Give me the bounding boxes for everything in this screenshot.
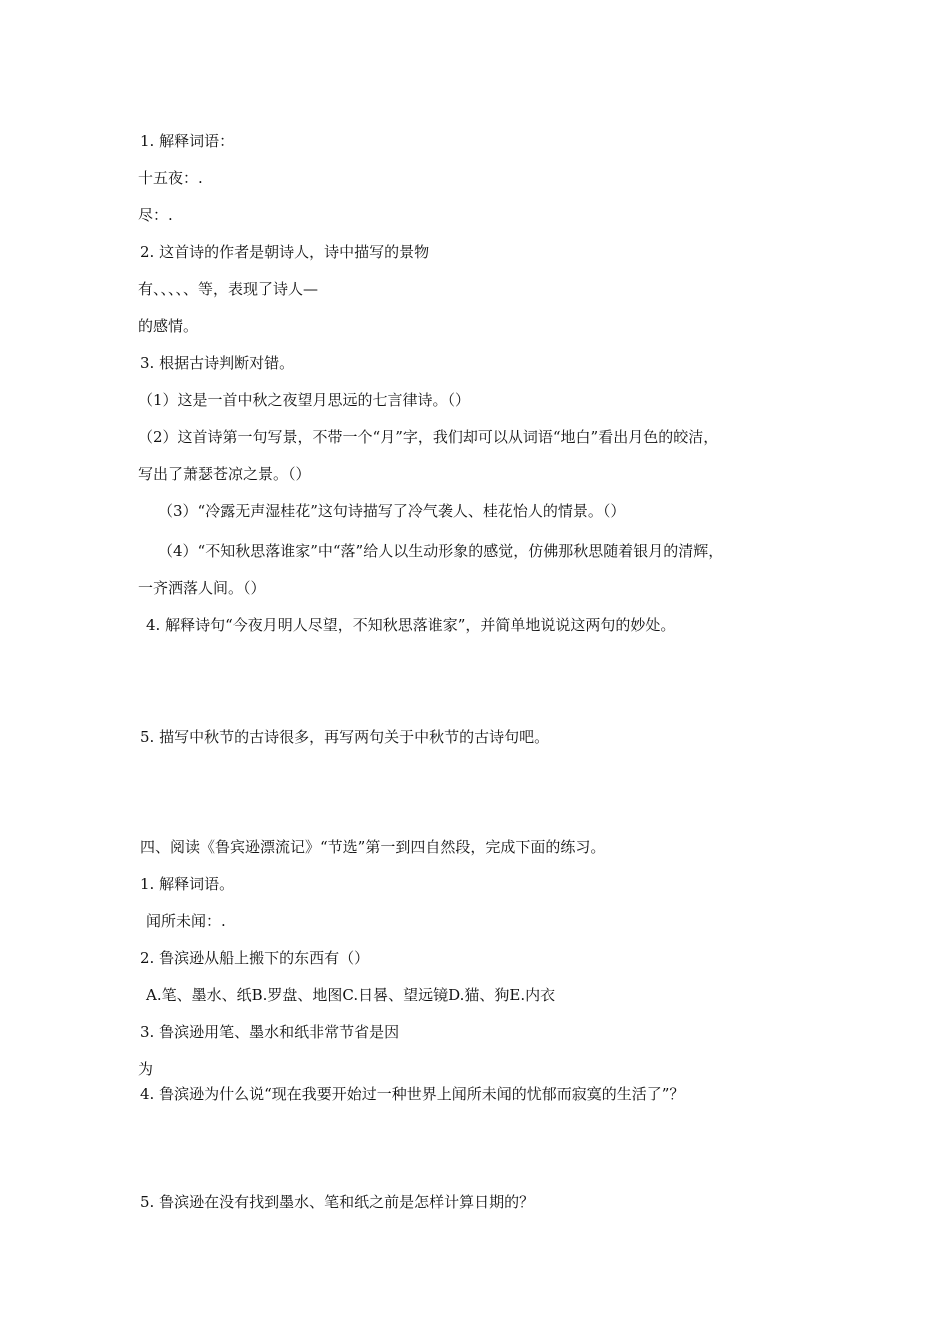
question-heading: 2. 这首诗的作者是朝诗人，诗中描写的景物 [140,243,430,261]
judgement-item-continued: 写出了萧瑟苍凉之景。（） [138,465,311,483]
answer-line: 尽：. [138,206,173,224]
section-title: 四、阅读《鲁宾逊漂流记》“节选”第一到四自然段，完成下面的练习。 [140,838,606,856]
question-text: 的感情。 [138,317,199,335]
question-heading: 4. 解释诗句“今夜月明人尽望，不知秋思落谁家”，并简单地说说这两句的妙处。 [146,616,676,634]
judgement-item: （2）这首诗第一句写景，不带一个“月”字，我们却可以从词语“地白”看出月色的皎洁， [138,428,719,446]
question-heading: 3. 根据古诗判断对错。 [140,354,295,372]
answer-line: 十五夜：. [138,169,203,187]
judgement-item-continued: 一齐洒落人间。（） [138,579,266,597]
question-text: 为 [138,1060,154,1078]
question-text: 有、、、、、等，表现了诗人— [138,280,319,298]
judgement-item: （3）“冷露无声湿桂花”这句诗描写了冷气袭人、桂花怡人的情景。（） [158,502,626,520]
question-heading: 5. 描写中秋节的古诗很多，再写两句关于中秋节的古诗句吧。 [140,728,550,746]
choice-options: A.笔、墨水、纸B.罗盘、地图C.日晷、望远镜D.猫、狗E.内衣 [146,986,556,1004]
question-heading: 4. 鲁滨逊为什么说“现在我要开始过一种世界上闻所未闻的忧郁而寂寞的生活了”？ [140,1085,685,1103]
answer-line: 闻所未闻：. [146,912,226,930]
judgement-item: （1）这是一首中秋之夜望月思远的七言律诗。（） [138,391,471,409]
question-heading: 3. 鲁滨逊用笔、墨水和纸非常节省是因 [140,1023,400,1041]
question-heading: 1. 解释词语： [140,132,235,150]
judgement-item: （4）“不知秋思落谁家”中“落”给人以生动形象的感觉，仿佛那秋思随着银月的清辉， [158,542,724,560]
question-heading: 1. 解释词语。 [140,875,235,893]
question-heading: 2. 鲁滨逊从船上搬下的东西有（） [140,949,370,967]
question-heading: 5. 鲁滨逊在没有找到墨水、笔和纸之前是怎样计算日期的？ [140,1193,535,1211]
